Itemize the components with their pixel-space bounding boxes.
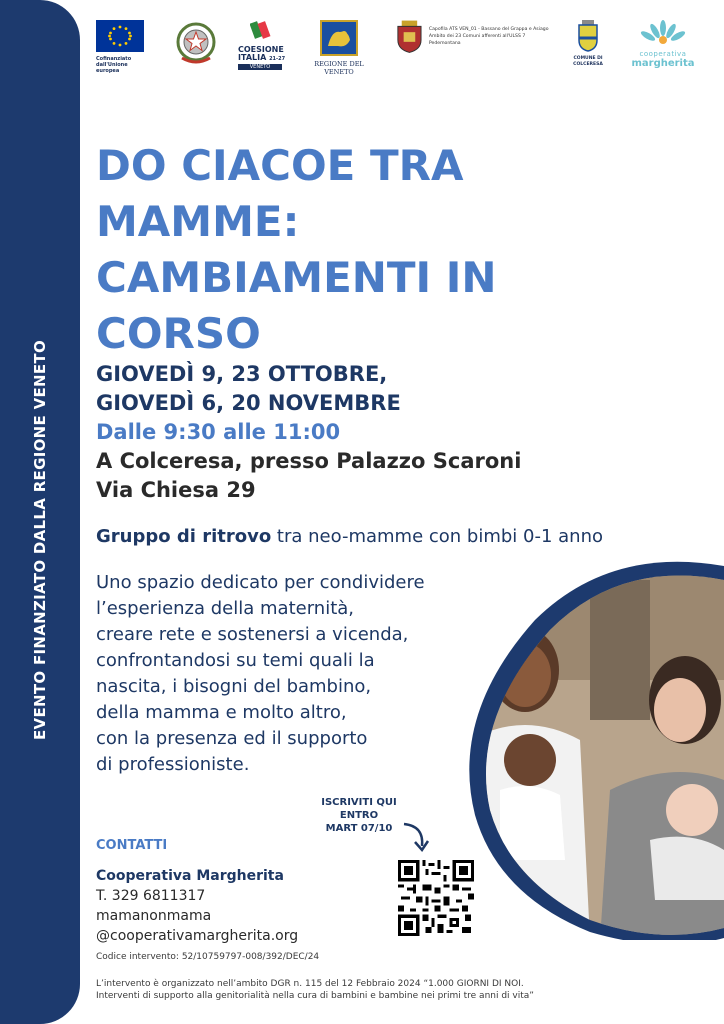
capofila-logo bbox=[394, 20, 554, 54]
comune-line-2: COLCERESA bbox=[573, 62, 603, 67]
intervention-code: Codice intervento: 52/10759797-008/392/DEC/24 bbox=[96, 952, 320, 962]
coesione-label-1: COESIONE bbox=[238, 45, 284, 54]
coop-line-2: margherita bbox=[631, 58, 695, 69]
dates-line-1: GIOVEDÌ 9, 23 OTTOBRE, bbox=[96, 362, 388, 386]
footer-line-2: Interventi di supporto alla genitorialità nella cura di bambini e bambine nei primi tre anni di vita” bbox=[96, 991, 534, 1001]
eu-caption-1: Cofinanziato bbox=[96, 56, 132, 62]
footer-note bbox=[96, 978, 706, 1002]
regione-veneto-logo bbox=[304, 20, 374, 76]
event-address: Via Chiesa 29 bbox=[96, 478, 256, 502]
cooperativa-margherita-logo bbox=[628, 20, 698, 69]
group-bold: Gruppo di ritrovo bbox=[96, 526, 272, 547]
contacts-heading: CONTATTI bbox=[96, 838, 168, 853]
signup-line-2: ENTRO bbox=[339, 810, 379, 821]
page-title bbox=[96, 138, 696, 362]
contact-social-1[interactable]: mamanonmama bbox=[96, 908, 212, 924]
desc-line-7: con la presenza ed il supporto bbox=[96, 728, 368, 749]
comune-colceresa-logo bbox=[568, 20, 608, 68]
group-rest: tra neo-mamme con bimbi 0-1 anno bbox=[271, 526, 604, 547]
title-line-1: DO CIACOE TRA bbox=[96, 141, 464, 190]
event-venue: A Colceresa, presso Palazzo Scaroni bbox=[96, 449, 522, 473]
curved-arrow-icon bbox=[398, 820, 432, 854]
capofila-line-1: Capofila ATS VEN_01 - Bassano del Grappa e Asiago bbox=[428, 27, 549, 32]
desc-line-6: della mamma e molto altro, bbox=[96, 702, 347, 723]
italian-emblem-logo bbox=[174, 20, 218, 72]
event-details bbox=[96, 360, 521, 505]
desc-line-4: confrontandosi su temi quali la bbox=[96, 650, 375, 671]
contact-org: Cooperativa Margherita bbox=[96, 868, 284, 884]
desc-line-5: nascita, i bisogni del bambino, bbox=[96, 676, 372, 697]
footer-line-1: L’intervento è organizzato nell’ambito DGR n. 115 del 12 Febbraio 2024 “1.000 GIORNI DI NOI. bbox=[96, 979, 524, 989]
comune-line-1: COMUNE DI bbox=[573, 56, 603, 61]
desc-line-8: di professioniste. bbox=[96, 754, 250, 775]
title-line-2: MAMME: bbox=[96, 197, 300, 246]
italian-emblem-icon bbox=[174, 20, 218, 68]
eu-caption-2: dall'Unione europea bbox=[96, 62, 128, 74]
eu-logo bbox=[96, 20, 150, 74]
coesione-label-2: ITALIA bbox=[238, 53, 267, 62]
signup-line-1: ISCRIVITI QUI bbox=[321, 797, 397, 808]
title-line-3: CAMBIAMENTI IN bbox=[96, 253, 497, 302]
event-time: Dalle 9:30 alle 11:00 bbox=[96, 420, 341, 444]
contact-social-2[interactable]: @cooperativamargherita.org bbox=[96, 928, 299, 944]
coop-line-1: cooperativa bbox=[639, 50, 687, 58]
desc-line-1: Uno spazio dedicato per condividere bbox=[96, 572, 425, 593]
desc-line-2: l’esperienza della maternità, bbox=[96, 598, 355, 619]
regione-label: REGIONE DEL VENETO bbox=[314, 60, 364, 76]
group-description bbox=[96, 526, 603, 547]
comune-shield-icon bbox=[577, 20, 599, 52]
event-description bbox=[96, 570, 476, 778]
coesione-italia-logo bbox=[238, 20, 288, 70]
logo-row bbox=[92, 20, 704, 80]
contact-phone[interactable]: T. 329 6811317 bbox=[96, 888, 206, 904]
coesione-icon bbox=[250, 20, 274, 42]
eu-flag-icon bbox=[96, 20, 144, 52]
sidebar-text: EVENTO FINANZIATO DALLA REGIONE VENETO bbox=[31, 339, 49, 741]
signup-line-3: MART 07/10 bbox=[325, 823, 393, 834]
sidebar bbox=[0, 0, 80, 1024]
flower-icon bbox=[635, 20, 691, 46]
dates-line-2: GIOVEDÌ 6, 20 NOVEMBRE bbox=[96, 391, 401, 415]
coesione-years: 21-27 bbox=[269, 56, 286, 62]
capofila-line-2: Ambito dei 23 Comuni afferenti all'ULSS 7 Pedemontana bbox=[428, 34, 526, 46]
coesione-region: VENETO bbox=[238, 64, 282, 70]
desc-line-3: creare rete e sostenersi a vicenda, bbox=[96, 624, 409, 645]
contacts-block bbox=[96, 866, 298, 946]
coat-of-arms-icon bbox=[394, 20, 425, 54]
title-line-4: CORSO bbox=[96, 309, 261, 358]
qr-code[interactable] bbox=[398, 860, 474, 936]
lion-of-saint-mark-icon bbox=[320, 20, 358, 56]
